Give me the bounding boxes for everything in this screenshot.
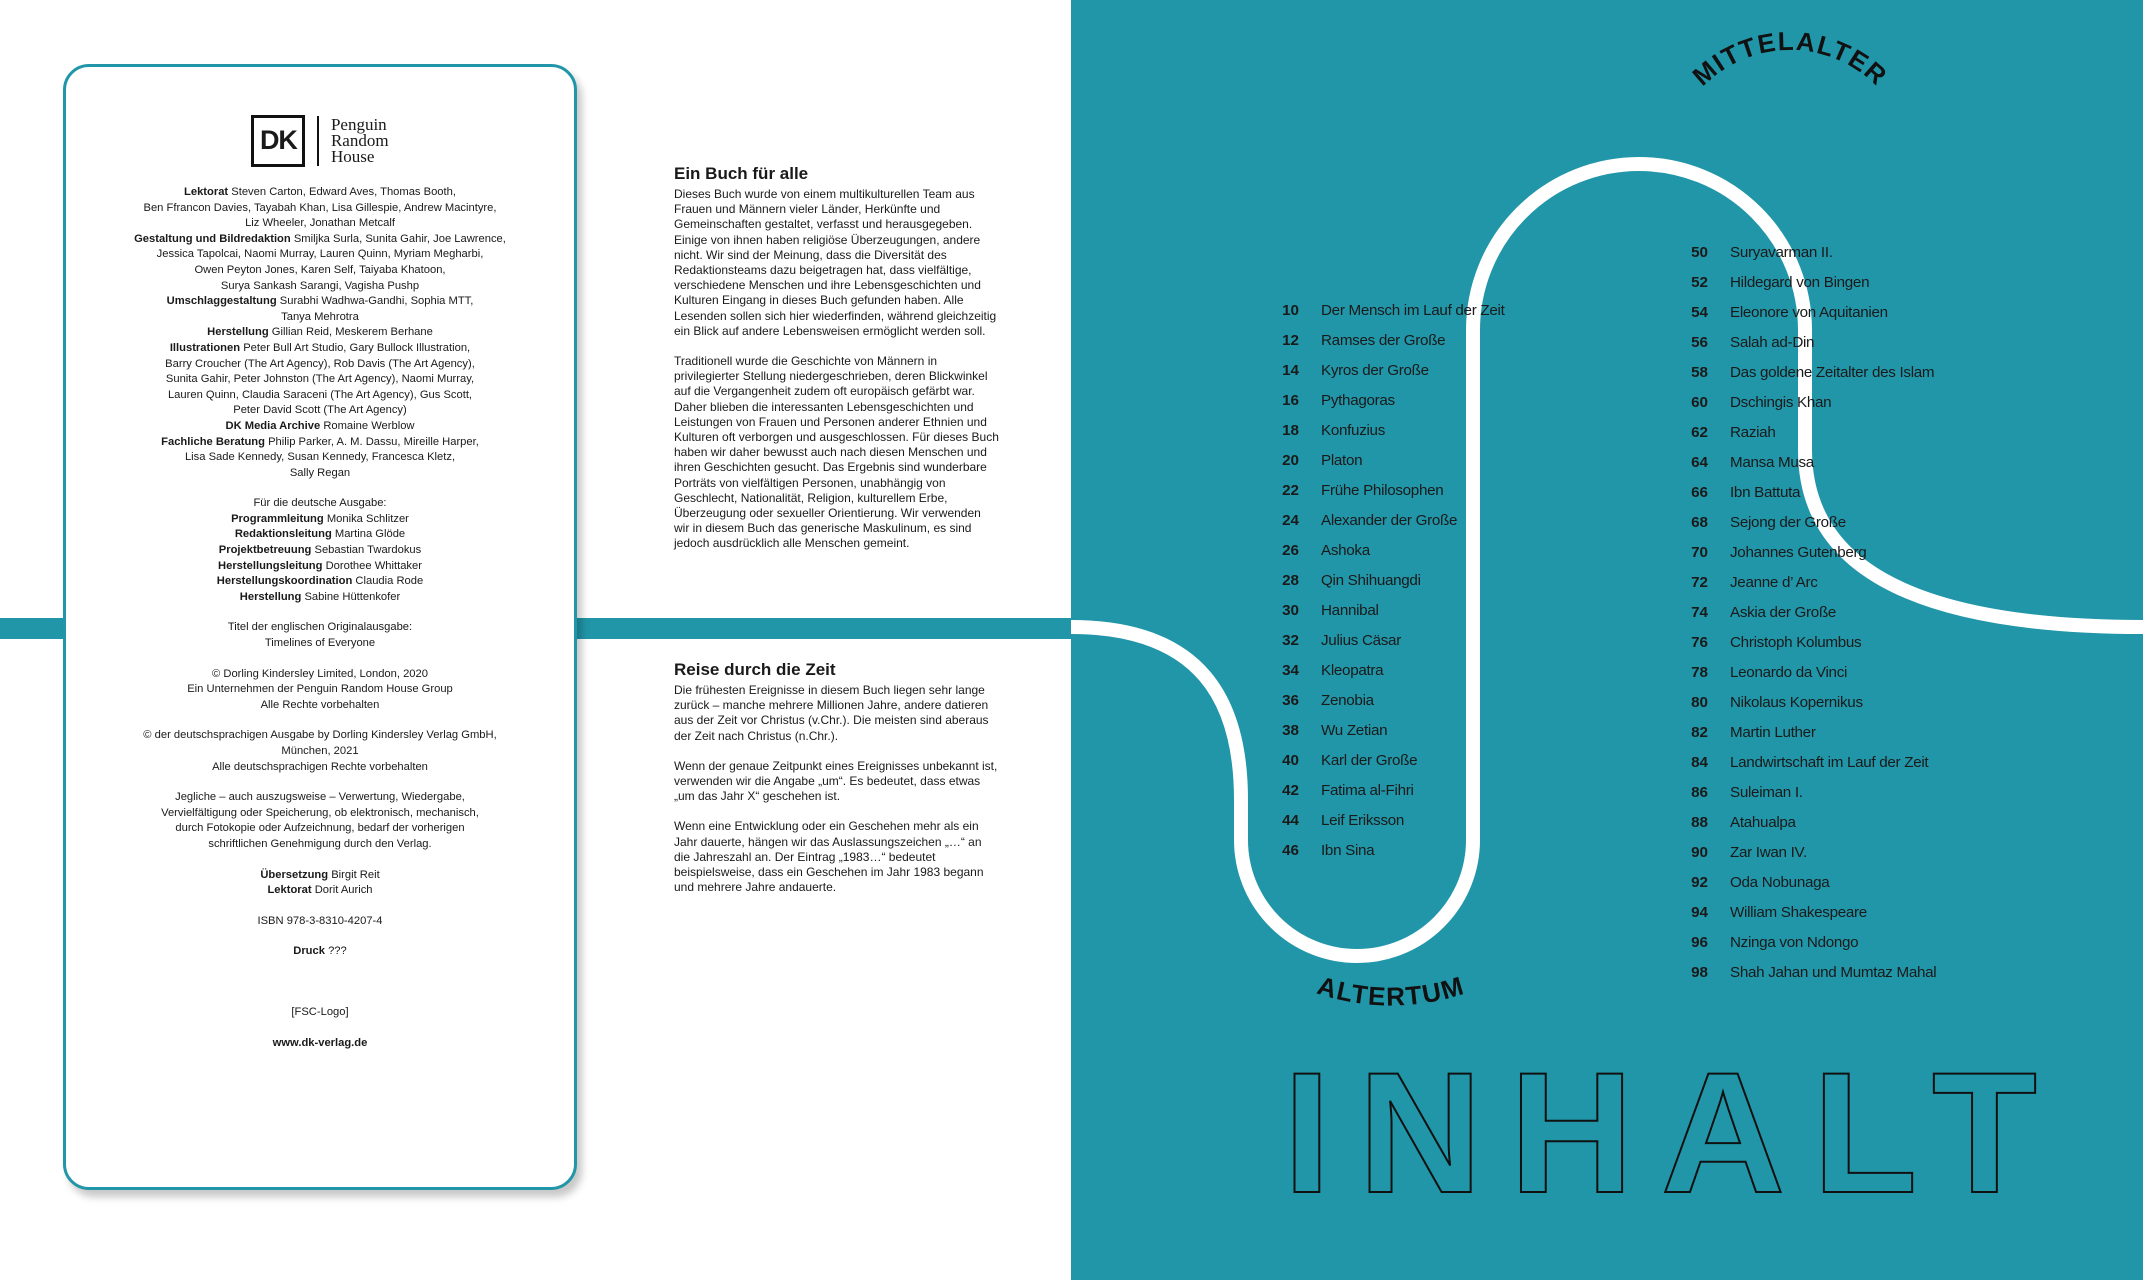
era-label-mittelalter: MITTELALTER: [1686, 25, 1894, 92]
credit-text: Owen Peyton Jones, Karen Self, Taiyaba Khatoon,: [194, 263, 446, 276]
toc-entry-title: Leif Eriksson: [1321, 812, 1405, 829]
toc-entry[interactable]: [1672, 748, 1936, 778]
credit-line: [66, 744, 574, 760]
toc-entry[interactable]: [1672, 328, 1936, 358]
credits-spacer: [66, 775, 574, 790]
toc-page-number: 80: [1691, 694, 1708, 711]
toc-entry-title: Mansa Musa: [1730, 454, 1814, 471]
credit-label: Fachliche Beratung: [161, 435, 265, 448]
toc-entry-title: Eleonore von Aquitanien: [1730, 304, 1888, 321]
contents-page: [1071, 0, 2143, 1280]
credit-label: Redaktionsleitung: [234, 528, 332, 541]
toc-entry[interactable]: [1263, 356, 1505, 386]
credits-spacer: [66, 605, 574, 620]
credit-line: [66, 466, 574, 482]
toc-entry-title: Ibn Sina: [1321, 842, 1375, 859]
toc-page-number: 76: [1691, 634, 1708, 651]
credit-text: Liz Wheeler, Jonathan Metcalf: [245, 217, 395, 230]
credit-line: [66, 232, 574, 248]
credit-text: ???: [328, 945, 347, 958]
toc-entry[interactable]: [1672, 808, 1936, 838]
credit-text: Lauren Quinn, Claudia Saraceni (The Art Agency), Gus Scott,: [167, 388, 473, 401]
toc-entry-title: Hannibal: [1321, 602, 1379, 619]
toc-entry-title: Kleopatra: [1321, 662, 1384, 679]
credit-line: [66, 279, 574, 295]
credit-line: [66, 821, 574, 837]
toc-entry[interactable]: [1672, 958, 1936, 988]
toc-page-number: 84: [1691, 754, 1708, 771]
credit-text: Monika Schlitzer: [326, 512, 409, 525]
credit-text: Sabine Hüttenkofer: [304, 590, 401, 603]
toc-page-number: 26: [1282, 542, 1299, 559]
credit-line: [66, 419, 574, 435]
credit-text: durch Fotokopie oder Aufzeichnung, bedarf der vorherigen: [175, 822, 465, 835]
credits-spacer: [66, 899, 574, 914]
credit-text: Tanya Mehrotra: [281, 310, 359, 323]
credits-spacer: [66, 975, 574, 990]
toc-entry[interactable]: [1263, 386, 1505, 416]
credit-line: [66, 837, 574, 853]
toc-entry[interactable]: [1672, 358, 1936, 388]
toc-page-number: 72: [1691, 574, 1708, 591]
credit-text: Smiljka Surla, Sunita Gahir, Joe Lawrence,: [293, 232, 506, 245]
credit-text: Timelines of Everyone: [264, 637, 376, 650]
credit-line: [66, 944, 574, 960]
credit-line: [66, 790, 574, 806]
toc-entry[interactable]: [1263, 836, 1505, 866]
credit-line: [66, 728, 574, 744]
credit-line: [66, 698, 574, 714]
toc-page-number: 58: [1691, 364, 1708, 381]
credit-text: Für die deutsche Ausgabe:: [253, 497, 387, 510]
left-page: [0, 0, 1071, 1280]
toc-page-number: 82: [1691, 724, 1708, 741]
credit-text: Claudia Rode: [355, 575, 424, 588]
section-paragraph: Wenn eine Entwicklung oder ein Geschehen mehr als ein Jahr dauerte, hängen wir das Auslassungszeichen „…“ an die Jahreszahl an. Der Eintrag „1983…“ bedeutet beispielsweise, dass ein Geschehen im Jahr 1983 begann und mehrere Jahre andauerte.: [674, 819, 984, 895]
credit-line: [66, 201, 574, 217]
credit-label: DK Media Archive: [225, 419, 321, 432]
road-path: [1071, 164, 2143, 956]
toc-entry[interactable]: [1672, 718, 1936, 748]
credits-spacer: [66, 1021, 574, 1036]
toc-entry-title: Ibn Battuta: [1730, 484, 1801, 501]
toc-page-number: 30: [1282, 602, 1299, 619]
toc-page-number: 38: [1282, 722, 1299, 739]
credit-line: [66, 1005, 574, 1021]
logo-divider: [317, 116, 319, 166]
toc-page-number: 78: [1691, 664, 1708, 681]
credits-spacer: [66, 652, 574, 667]
credit-text: Romaine Werblow: [323, 419, 415, 432]
toc-column-mittelalter: [1672, 238, 1936, 988]
toc-entry[interactable]: [1263, 446, 1505, 476]
toc-entry-title: Christoph Kolumbus: [1730, 634, 1862, 651]
toc-entry-title: Julius Cäsar: [1321, 632, 1401, 649]
credit-text: Philip Parker, A. M. Dassu, Mireille Harper,: [268, 435, 479, 448]
toc-entry[interactable]: [1263, 746, 1505, 776]
toc-entry-title: Raziah: [1730, 424, 1776, 441]
toc-page-number: 86: [1691, 784, 1708, 801]
credit-line: [66, 1036, 574, 1052]
toc-entry-title: Askia der Große: [1730, 604, 1837, 621]
toc-entry-title: Hildegard von Bingen: [1730, 274, 1870, 291]
credit-text: Surya Sankash Sarangi, Vagisha Pushp: [220, 279, 420, 292]
section-title: Reise durch die Zeit: [674, 660, 836, 679]
credit-text: [FSC-Logo]: [291, 1005, 349, 1018]
credit-line: [66, 543, 574, 559]
toc-page-number: 50: [1691, 244, 1708, 261]
credit-text: Peter Bull Art Studio, Gary Bullock Illustration,: [243, 341, 471, 354]
toc-entry[interactable]: [1263, 536, 1505, 566]
credit-line: [66, 435, 574, 451]
toc-entry-title: Jeanne d’ Arc: [1730, 574, 1818, 591]
toc-entry[interactable]: [1263, 596, 1505, 626]
toc-page-number: 96: [1691, 934, 1708, 951]
credit-line: [66, 388, 574, 404]
toc-entry-title: Martin Luther: [1730, 724, 1816, 741]
credits-spacer: [66, 929, 574, 944]
toc-entry-title: Konfuzius: [1321, 422, 1385, 439]
toc-page-number: 66: [1691, 484, 1708, 501]
publisher-line: Penguin: [330, 115, 387, 134]
credit-text: © Dorling Kindersley Limited, London, 2020: [212, 667, 428, 680]
toc-entry[interactable]: [1263, 716, 1505, 746]
credit-text: Dorothee Whittaker: [325, 559, 422, 572]
credit-line: [66, 216, 574, 232]
toc-entry-title: Fatima al-Fihri: [1321, 782, 1414, 799]
toc-entry[interactable]: [1263, 326, 1505, 356]
credit-line: [66, 310, 574, 326]
toc-entry[interactable]: [1263, 656, 1505, 686]
credits-spacer: [66, 960, 574, 975]
toc-page-number: 98: [1691, 964, 1708, 981]
credit-line: [66, 263, 574, 279]
toc-column-altertum: [1263, 296, 1505, 866]
toc-page-number: 52: [1691, 274, 1708, 291]
toc-entry-title: Sejong der Große: [1730, 514, 1846, 531]
toc-entry[interactable]: [1263, 416, 1505, 446]
toc-entry-title: Frühe Philosophen: [1321, 482, 1444, 499]
toc-entry[interactable]: [1263, 506, 1505, 536]
toc-entry[interactable]: [1672, 688, 1936, 718]
toc-entry-title: Das goldene Zeitalter des Islam: [1730, 364, 1935, 381]
toc-entry[interactable]: [1672, 778, 1936, 808]
toc-entry-title: Der Mensch im Lauf der Zeit: [1321, 302, 1505, 319]
credit-text: Ben Ffrancon Davies, Tayabah Khan, Lisa Gillespie, Andrew Macintyre,: [143, 201, 497, 214]
toc-entry-title: Dschingis Khan: [1730, 394, 1832, 411]
credit-line: [66, 760, 574, 776]
toc-entry-title: Salah ad-Din: [1730, 334, 1815, 351]
toc-entry[interactable]: [1672, 238, 1936, 268]
penguin-random-house-logo: [331, 117, 389, 165]
toc-entry[interactable]: [1263, 806, 1505, 836]
toc-entry-title: Suleiman I.: [1730, 784, 1803, 801]
toc-entry[interactable]: [1263, 686, 1505, 716]
credit-line: [66, 247, 574, 263]
toc-entry[interactable]: [1263, 626, 1505, 656]
credit-text: Birgit Reit: [331, 868, 380, 881]
credit-line: [66, 325, 574, 341]
credit-text: Martina Glöde: [334, 528, 406, 541]
credits-spacer: [66, 481, 574, 496]
toc-page-number: 22: [1282, 482, 1299, 499]
toc-entry-title: Suryavarman II.: [1730, 244, 1833, 261]
credits-spacer: [66, 853, 574, 868]
toc-page-number: 62: [1691, 424, 1708, 441]
toc-page-number: 20: [1282, 452, 1299, 469]
toc-entry[interactable]: [1672, 868, 1936, 898]
credit-label: Illustrationen: [169, 341, 241, 354]
credit-line: [66, 590, 574, 606]
toc-entry[interactable]: [1672, 838, 1936, 868]
toc-entry-title: Alexander der Große: [1321, 512, 1458, 529]
credit-line: [66, 512, 574, 528]
credit-text: Peter David Scott (The Art Agency): [233, 404, 407, 417]
contents-heading: INHALT: [1283, 1037, 2037, 1229]
toc-page-number: 14: [1282, 362, 1299, 379]
toc-page-number: 90: [1691, 844, 1708, 861]
credit-line: [66, 620, 574, 636]
toc-entry-title: Ramses der Große: [1321, 332, 1446, 349]
toc-page-number: 12: [1282, 332, 1299, 349]
toc-page-number: 18: [1282, 422, 1299, 439]
toc-entry-title: Ashoka: [1321, 542, 1370, 559]
credit-line: [66, 682, 574, 698]
toc-page-number: 74: [1691, 604, 1708, 621]
toc-entry-title: Kyros der Große: [1321, 362, 1429, 379]
dk-logo: DK: [251, 115, 305, 167]
toc-entry[interactable]: [1263, 476, 1505, 506]
toc-entry-title: Shah Jahan und Mumtaz Mahal: [1730, 964, 1937, 981]
credit-line: [66, 527, 574, 543]
toc-entry-title: Wu Zetian: [1321, 722, 1388, 739]
toc-entry-title: Zenobia: [1321, 692, 1374, 709]
toc-page-number: 68: [1691, 514, 1708, 531]
credit-line: [66, 294, 574, 310]
credit-text: Dorit Aurich: [314, 884, 373, 897]
toc-entry-title: Nikolaus Kopernikus: [1730, 694, 1863, 711]
toc-page-number: 46: [1282, 842, 1299, 859]
toc-page-number: 56: [1691, 334, 1708, 351]
credit-text: Ein Unternehmen der Penguin Random House Group: [187, 683, 453, 696]
toc-page-number: 64: [1691, 454, 1708, 471]
credit-text: Alle deutschsprachigen Rechte vorbehalten: [212, 760, 428, 773]
credit-label: Herstellungskoordination: [216, 575, 353, 588]
era-label-altertum: ALTERTUM: [1314, 970, 1468, 1012]
toc-entry-title: Leonardo da Vinci: [1730, 664, 1848, 681]
toc-page-number: 36: [1282, 692, 1299, 709]
credits-spacer: [66, 713, 574, 728]
imprint-content: [66, 115, 574, 1051]
credit-label: Gestaltung und Bildredaktion: [134, 232, 291, 245]
credit-text: © der deutschsprachigen Ausgabe by Dorling Kindersley Verlag GmbH,: [143, 729, 497, 742]
credit-line: [66, 185, 574, 201]
toc-page-number: 16: [1282, 392, 1299, 409]
credit-text: Sunita Gahir, Peter Johnston (The Art Agency), Naomi Murray,: [165, 373, 475, 386]
toc-entry[interactable]: [1672, 928, 1936, 958]
toc-entry-title: Nzinga von Ndongo: [1730, 934, 1859, 951]
credit-text: Titel der englischen Originalausgabe:: [227, 621, 413, 634]
publisher-line: House: [330, 147, 375, 166]
toc-page-number: 34: [1282, 662, 1299, 679]
credits-spacer: [66, 990, 574, 1005]
toc-page-number: 42: [1282, 782, 1299, 799]
toc-entry[interactable]: [1672, 898, 1936, 928]
toc-entry-title: Atahualpa: [1730, 814, 1796, 831]
credit-text: Alle Rechte vorbehalten: [260, 698, 380, 711]
credit-line: [66, 806, 574, 822]
credit-label: Übersetzung: [260, 868, 329, 881]
credit-line: [66, 883, 574, 899]
credits-list: [66, 185, 574, 1051]
toc-page-number: 40: [1282, 752, 1299, 769]
toc-page-number: 44: [1282, 812, 1299, 829]
timeline-road: [1071, 0, 2143, 1280]
credit-label: Druck: [293, 945, 325, 958]
section-ein-buch-fuer-alle: [674, 164, 999, 567]
section-title: Ein Buch für alle: [674, 164, 809, 183]
credit-text: ISBN 978-3-8310-4207-4: [257, 914, 383, 927]
credit-text: München, 2021: [281, 745, 359, 757]
credit-line: [66, 914, 574, 930]
credit-text: Surabhi Wadhwa-Gandhi, Sophia MTT,: [279, 295, 474, 308]
credit-text: Barry Croucher (The Art Agency), Rob Davis (The Art Agency),: [165, 357, 475, 370]
toc-entry-title: Landwirtschaft im Lauf der Zeit: [1730, 754, 1929, 771]
credit-label: Umschlaggestaltung: [166, 295, 277, 308]
credit-label: Herstellung: [239, 590, 302, 603]
toc-entry[interactable]: [1672, 598, 1936, 628]
dk-prh-logo: [66, 115, 574, 167]
toc-entry[interactable]: [1672, 298, 1936, 328]
credit-line: [66, 341, 574, 357]
toc-entry[interactable]: [1672, 478, 1936, 508]
toc-page-number: 54: [1691, 304, 1708, 321]
toc-entry[interactable]: [1672, 268, 1936, 298]
credit-text: Sally Regan: [289, 466, 351, 479]
section-paragraph: Dieses Buch wurde von einem multikulturellen Team aus Frauen und Männern vieler Länder, Herkünfte und Gemeinschaften gestaltet, verfasst und herausgegeben. Einige von ihnen haben religiöse Überzeugungen, andere nicht. Wir sind der Meinung, dass die Diversität des Redaktionsteams dazu beigetragen hat, dass vielfältige, verschiedene Menschen und ihre Lebensgeschichten und Kulturen Eingang in dieses Buch gefunden haben. Alle Lesenden sollen sich hier wiederfinden, während gleichzeitig ein Blick auf andere Lebensweisen ermöglicht werden soll.: [674, 187, 997, 338]
publisher-line: Random: [330, 131, 389, 150]
toc-entry-title: Platon: [1321, 452, 1363, 469]
credit-line: [66, 450, 574, 466]
toc-entry-title: William Shakespeare: [1730, 904, 1867, 921]
toc-entry-title: Zar Iwan IV.: [1730, 844, 1807, 861]
toc-entry-title: Johannes Gutenberg: [1730, 544, 1867, 561]
toc-entry[interactable]: [1672, 448, 1936, 478]
toc-entry-title: Oda Nobunaga: [1730, 874, 1830, 891]
credit-line: [66, 636, 574, 652]
toc-entry[interactable]: [1672, 568, 1936, 598]
toc-page-number: 32: [1282, 632, 1299, 649]
toc-entry[interactable]: [1672, 658, 1936, 688]
credit-line: [66, 403, 574, 419]
toc-page-number: 88: [1691, 814, 1708, 831]
toc-page-number: 94: [1691, 904, 1708, 921]
credit-line: [66, 496, 574, 512]
toc-entry[interactable]: [1672, 388, 1936, 418]
credit-label: Lektorat: [267, 884, 312, 897]
toc-entry[interactable]: [1263, 566, 1505, 596]
credit-text: Steven Carton, Edward Aves, Thomas Booth,: [231, 186, 456, 198]
credit-label: Herstellung: [207, 326, 269, 339]
toc-entry-title: Karl der Große: [1321, 752, 1418, 769]
credit-text: Vervielfältigung oder Speicherung, ob elektronisch, mechanisch,: [161, 806, 479, 819]
section-paragraph: Wenn der genaue Zeitpunkt eines Ereignisses unbekannt ist, verwenden wir die Angabe „um“. Es bedeutet, dass etwas „um das Jahr X“ geschehen ist.: [674, 758, 998, 804]
credit-line: [66, 868, 574, 884]
credit-label: Programmleitung: [231, 512, 324, 525]
credit-line: [66, 667, 574, 683]
credit-label: www.dk-verlag.de: [272, 1036, 368, 1049]
toc-entry[interactable]: [1672, 508, 1936, 538]
credit-text: Jegliche – auch auszugsweise – Verwertung, Wiedergabe,: [175, 791, 465, 804]
credit-text: Gillian Reid, Meskerem Berhane: [271, 326, 433, 339]
toc-entry[interactable]: [1263, 296, 1505, 326]
toc-page-number: 70: [1691, 544, 1708, 561]
credit-text: Jessica Tapolcai, Naomi Murray, Lauren Quinn, Myriam Megharbi,: [156, 248, 484, 261]
toc-entry[interactable]: [1672, 418, 1936, 448]
credit-line: [66, 357, 574, 373]
credit-label: Projektbetreuung: [218, 544, 312, 557]
credit-text: schriftlichen Genehmigung durch den Verlag.: [208, 837, 432, 850]
toc-entry-title: Qin Shihuangdi: [1321, 572, 1421, 589]
toc-page-number: 10: [1282, 302, 1299, 319]
credit-line: [66, 559, 574, 575]
credit-label: Herstellungsleitung: [218, 559, 323, 572]
section-paragraph: Die frühesten Ereignisse in diesem Buch liegen sehr lange zurück – manche mehrere Millionen Jahre, andere datieren aus der Zeit vor Christus (v.Chr.). Die meisten sind aberaus der Zeit nach Christus (n.Chr.).: [674, 683, 989, 743]
credit-line: [66, 574, 574, 590]
section-paragraph: Traditionell wurde die Geschichte von Männern in privilegierter Stellung niedergeschrieben, deren Blickwinkel auf die Vergangenheit zudem oft europäisch gefärbt war. Daher blieben die interessanten Lebensgeschichten und Leistungen von Frauen und Personen anderer Ethnien und Kulturen oft verborgen und ausgeschlossen. Für dieses Buch haben wir daher bewusst auch nach diesen Menschen und ihren Geschichten gesucht. Das Ergebnis sind wunderbare Porträts von vielfältigen Personen, unabhängig von Geschlecht, Nationalität, Religion, kulturellem Erbe, Überzeugung oder sexueller Orientierung. Wir verwenden wir in diesem Buch das generische Maskulinum, es sind jedoch ausdrücklich alle Menschen gemeint.: [674, 354, 999, 551]
section-reise-durch-die-zeit: [674, 660, 999, 910]
toc-entry[interactable]: [1672, 628, 1936, 658]
toc-entry[interactable]: [1672, 538, 1936, 568]
credit-label: Lektorat: [184, 186, 229, 198]
toc-page-number: 24: [1282, 512, 1299, 529]
imprint-card: [63, 64, 577, 1190]
credit-line: [66, 372, 574, 388]
toc-entry[interactable]: [1263, 776, 1505, 806]
toc-page-number: 60: [1691, 394, 1708, 411]
toc-page-number: 28: [1282, 572, 1299, 589]
credit-text: Lisa Sade Kennedy, Susan Kennedy, Francesca Kletz,: [184, 451, 456, 464]
toc-page-number: 92: [1691, 874, 1708, 891]
toc-entry-title: Pythagoras: [1321, 392, 1395, 409]
credit-text: Sebastian Twardokus: [314, 544, 422, 557]
